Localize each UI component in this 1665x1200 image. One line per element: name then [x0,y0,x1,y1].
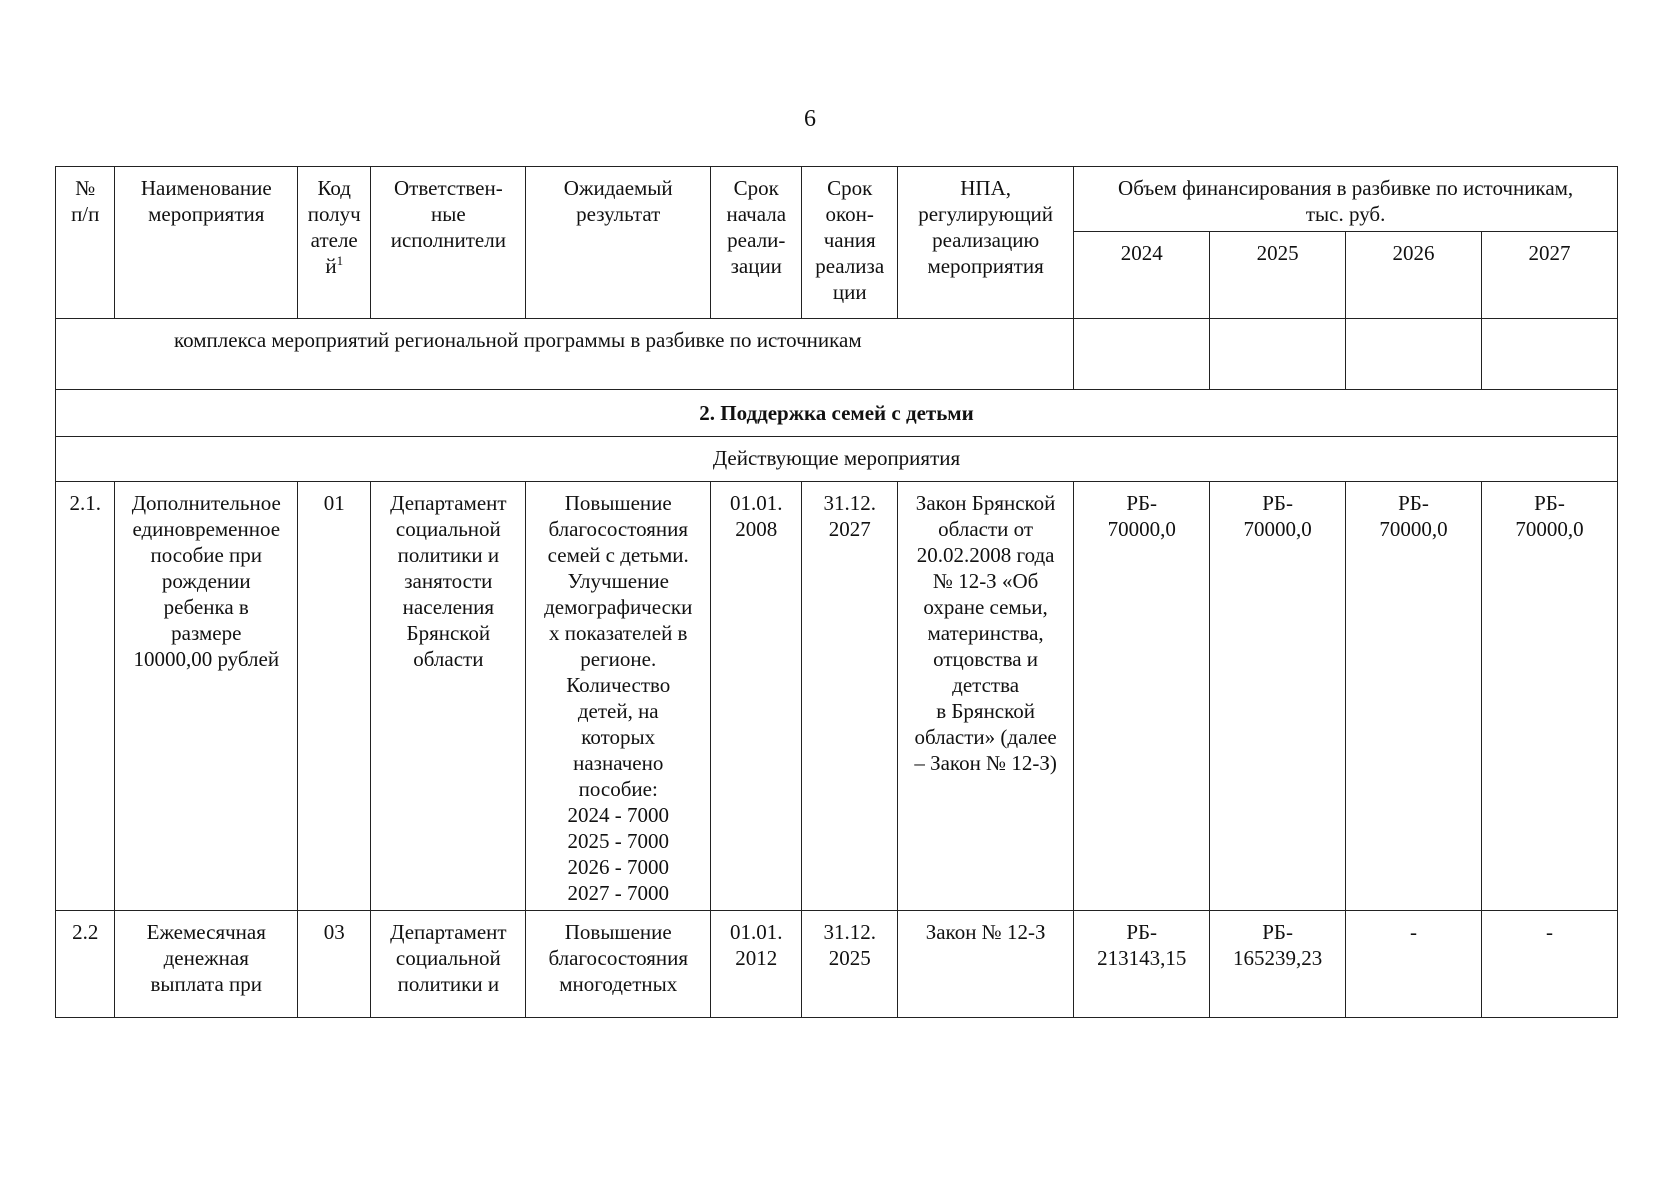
complex-cell [1074,319,1210,390]
header-row [56,167,1618,232]
header-npa: НПА, регулирующий реализацию мероприятия [897,167,1073,319]
section-title: 2. Поддержка семей с детьми [56,390,1618,437]
section-row [56,390,1618,437]
row-num: 2.1. [56,482,115,911]
row-fin-2026: РБ- 70000,0 [1346,482,1482,911]
row-code: 01 [298,482,371,911]
row-expected: Повышение благосостояния многодетных [526,911,711,1018]
row-end: 31.12. 2025 [802,911,898,1018]
row-npa: Закон Брянской области от 20.02.2008 года № 12-З «Об охране семьи, материнства, отцовства и детства в Брянской области» (далее – Закон № 12-З) [897,482,1073,911]
page-number: 6 [804,106,816,132]
row-responsible: Департамент социальной политики и [371,911,526,1018]
year-2027: 2027 [1481,232,1617,319]
row-fin-2027: - [1481,911,1617,1018]
row-npa: Закон № 12-З [897,911,1073,1018]
complex-row-text: комплекса мероприятий региональной программы в разбивке по источникам [56,319,1074,390]
row-end: 31.12. 2027 [802,482,898,911]
header-code [298,167,371,319]
row-fin-2024: РБ- 213143,15 [1074,911,1210,1018]
row-start: 01.01. 2012 [711,911,802,1018]
header-name: Наименование мероприятия [115,167,298,319]
complex-cell [1481,319,1617,390]
row-code: 03 [298,911,371,1018]
header-responsible: Ответствен- ные исполнители [371,167,526,319]
row-responsible: Департамент социальной политики и занятости населения Брянской области [371,482,526,911]
complex-row [56,319,1618,390]
complex-cell [1346,319,1482,390]
row-name: Ежемесячная денежная выплата при [115,911,298,1018]
table-row [56,911,1618,1018]
row-num: 2.2 [56,911,115,1018]
year-2025: 2025 [1210,232,1346,319]
header-num: № п/п [56,167,115,319]
row-fin-2026: - [1346,911,1482,1018]
row-fin-2027: РБ- 70000,0 [1481,482,1617,911]
header-code-text: Код получ ателе й [307,176,361,278]
row-fin-2024: РБ- 70000,0 [1074,482,1210,911]
header-code-footnote: 1 [336,253,344,268]
row-start: 01.01. 2008 [711,482,802,911]
subsection-row [56,437,1618,482]
table-row [56,482,1618,911]
subsection-title: Действующие мероприятия [56,437,1618,482]
row-name: Дополнительное единовременное пособие при рождении ребенка в размере 10000,00 рублей [115,482,298,911]
program-table [55,166,1618,1018]
header-financing: Объем финансирования в разбивке по источникам, тыс. руб. [1074,167,1618,232]
complex-cell [1210,319,1346,390]
header-start: Срок начала реали- зации [711,167,802,319]
header-end: Срок окон- чания реализа ции [802,167,898,319]
year-2024: 2024 [1074,232,1210,319]
row-fin-2025: РБ- 165239,23 [1210,911,1346,1018]
row-fin-2025: РБ- 70000,0 [1210,482,1346,911]
year-2026: 2026 [1346,232,1482,319]
row-expected: Повышение благосостояния семей с детьми. Улучшение демографически х показателей в регионе. Количество детей, на которых назначено пособие: 2024 - 7000 2025 - 7000 2026 - 7000 2027 - 7000 [526,482,711,911]
header-expected: Ожидаемый результат [526,167,711,319]
